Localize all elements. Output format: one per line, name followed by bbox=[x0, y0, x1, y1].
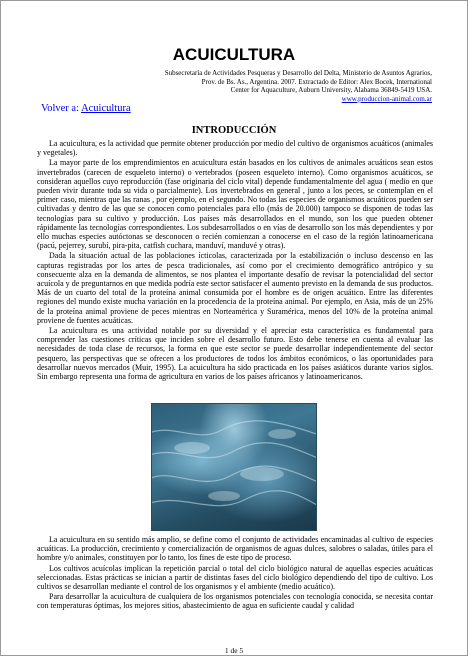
paragraph: Los cultivos acuícolas implican la repetición parcial o total del ciclo biológico natural de aquellas especies acuáticas seleccionadas. Estas prácticas se inician a partir de distintas fases del ciclo biológico dependiendo del tipo de cultivo. Los cultivos se desarrollan mediante el control de los organismos y el ambiente (medio acuático). bbox=[37, 563, 433, 592]
source-line: Center for Aquaculture, Auburn University, Alabama 36849-5419 USA. bbox=[230, 86, 432, 95]
paragraph: La acuicultura, es la actividad que permite obtener producción por medio del cultivo de organismos acuáticos (animales y vegetales). bbox=[37, 139, 433, 158]
source-url-link[interactable]: www.produccion-animal.com.ar bbox=[341, 94, 432, 103]
section-heading: INTRODUCCIÓN bbox=[191, 125, 277, 136]
paragraph: La acuicultura es una actividad notable por su diversidad y el apreciar esta característica es fundamental para comprender las cuestiones críticas que inciden sobre el desarrollo futuro. Esto debe tenerse en cuenta al evaluar las necesidades de toda clase de recursos, la forma en que este sector se puede desarrollar independientemente del sector pesquero, las perspectivas que se ofrecen a los productores de todos los ámbitos económicos, o las oportunidades para desarrollar nuevos mercados (Muir, 1995). La acuicultura ha sido practicada en los países asiáticos durante varios siglos. Sin embargo representa una forma de agricultura en varios de los países africanos y latinoamericanos. bbox=[37, 326, 433, 382]
source-line: Prov. de Bs. As., Argentina. 2007. Extractado de Editor: Alex Bocek, International bbox=[201, 77, 432, 86]
aquaculture-photo bbox=[151, 403, 317, 531]
source-line: Subsecretaría de Actividades Pesqueras y Desarrollo del Delta, Ministerio de Asuntos Agrarios, bbox=[164, 69, 432, 77]
source-citation bbox=[72, 69, 432, 103]
paragraph: La acuicultura en su sentido más amplio, se define como el conjunto de actividades encaminadas al cultivo de especies acuáticas. La producción, crecimiento y comercialización de organismos de aguas dulces, salobres o saladas, útiles para el hombre y/o animales, constituyen por lo tanto, los fines de este tipo de proceso. bbox=[37, 535, 433, 563]
back-link[interactable]: Acuicultura bbox=[81, 103, 131, 114]
body-text-top bbox=[37, 139, 433, 382]
page-number: 1 de 5 bbox=[224, 646, 244, 655]
document-title: ACUICULTURA bbox=[172, 45, 296, 64]
paragraph: Dada la situación actual de las poblaciones ícticolas, caracterizada por la estabilización o incluso descenso en las capturas registradas por los artes de pesca tradicionales, así como por el crecimiento demográfico antrópico y su consecuente alza en la demanda de alimentos, se nos plantea el importante desafío de revisar la potencialidad del sector acuícola y de preguntarnos en que medida podría este sector satisfacer el aumento previsto en la demanda de sus productos. Más de un cuarto del total de la proteína animal consumida por el hombre es de origen acuático. Entre las diferentes regiones del mundo existe mucha variación en la procedencia de la proteína animal. Por ejemplo, en Asia, más de un 25% de la proteína animal proviene de peces mientras en Norteamérica y Suramérica, menos del 10% de la proteína animal proviene de fuentes acuáticas. bbox=[37, 251, 433, 325]
back-label: Volver a: bbox=[41, 103, 82, 114]
paragraph: Para desarrollar la acuicultura de cualquiera de los organismos potenciales con tecnología conocida, se necesita contar con temperaturas óptimas, los mejores sitios, abastecimiento de agua en suficiente caudal y calidad bbox=[37, 592, 433, 611]
back-navigation bbox=[41, 103, 131, 114]
body-text-bottom bbox=[37, 535, 433, 612]
water-texture-image bbox=[152, 404, 316, 530]
paragraph: La mayor parte de los emprendimientos en acuicultura están basados en los cultivos de animales acuáticos sean estos invertebrados (carecen de esqueleto interno) o vertebrados (poseen esqueleto interno). Como organismos acuáticos, se consideran aquellos cuyo reproducción (fase originaria del ciclo vital) depende fundamentalmente del agua ( medio en que pueden vivir durante toda su vida o parcialmente). Los invertebrados en general , junto a los peces, se contemplan en el primer caso, mientras que las ranas , por ejemplo, en el segundo. No todas las especies de organismos acuáticos pueden ser cultivadas y dentro de las que se conocen como potenciales para ello (más de 20.000) tampoco se disponen de todas las tecnologías para su cultivo y producción. Los países más desarrollados en el mundo, son los que pueden obtener rápidamente las tecnologías correspondientes. Los subdesarrollados o en vías de desarrollo son los más dependientes y por ello muchas especies autóctonas se desconocen o recién comienzan a conocerse en el caso de la región latinoamericana (pacú, pejerrey, surubí, pira-pita, catfish cuchara, manduví, manduvé y otras). bbox=[37, 158, 433, 251]
